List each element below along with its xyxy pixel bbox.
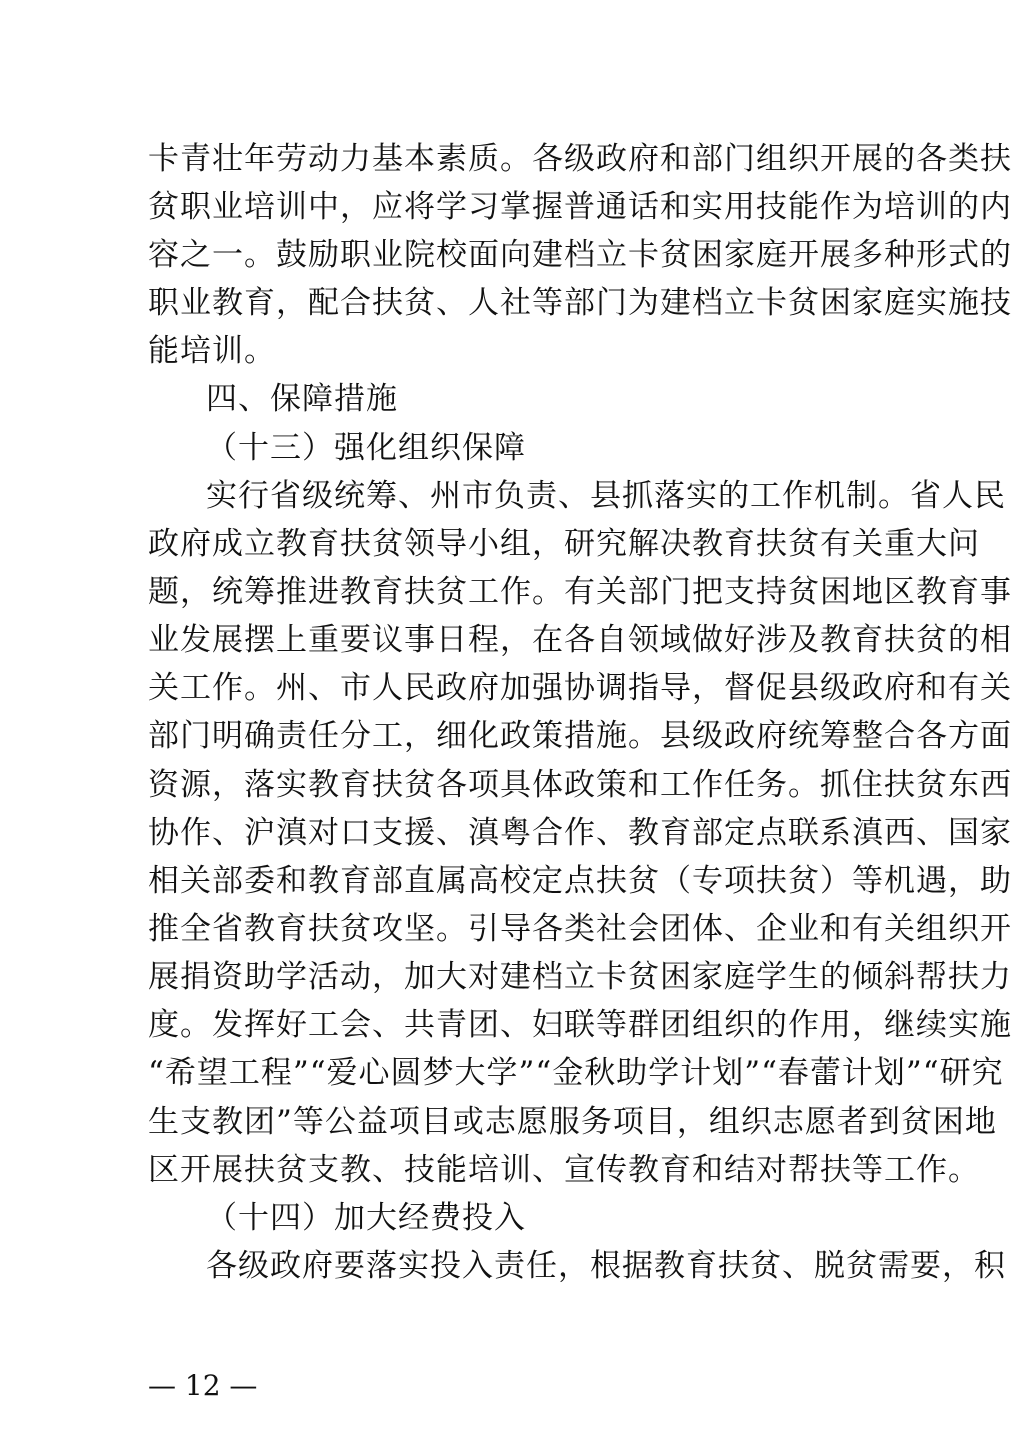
text-line: 区开展扶贫支教、技能培训、宣传教育和结对帮扶等工作。: [148, 1152, 980, 1188]
text-line: 部门明确责任分工，细化政策措施。县级政府统筹整合各方面: [148, 718, 1012, 754]
text-line: 度。发挥好工会、共青团、妇联等群团组织的作用，继续实施: [148, 1007, 1012, 1043]
text-line: 展捐资助学活动，加大对建档立卡贫困家庭学生的倾斜帮扶力: [148, 959, 1012, 995]
text-line: （十四）加大经费投入: [206, 1200, 526, 1236]
text-line: 相关部委和教育部直属高校定点扶贫（专项扶贫）等机遇，助: [148, 863, 1012, 899]
text-line: 关工作。州、市人民政府加强协调指导，督促县级政府和有关: [148, 670, 1012, 706]
text-line: 各级政府要落实投入责任，根据教育扶贫、脱贫需要，积: [206, 1248, 1006, 1284]
text-line: 协作、沪滇对口支援、滇粤合作、教育部定点联系滇西、国家: [148, 815, 1012, 851]
text-line: 推全省教育扶贫攻坚。引导各类社会团体、企业和有关组织开: [148, 911, 1012, 947]
text-line: 资源，落实教育扶贫各项具体政策和工作任务。抓住扶贫东西: [148, 767, 1012, 803]
page-number: — 12 —: [148, 1369, 258, 1402]
text-line: 业发展摆上重要议事日程，在各自领域做好涉及教育扶贫的相: [148, 622, 1012, 658]
text-line: 四、保障措施: [206, 381, 398, 417]
text-line: “希望工程”“爱心圆梦大学”“金秋助学计划”“春蕾计划”“研究: [148, 1055, 1004, 1091]
text-line: 能培训。: [148, 333, 276, 369]
text-line: 实行省级统筹、州市负责、县抓落实的工作机制。省人民: [206, 478, 1006, 514]
text-line: 政府成立教育扶贫领导小组，研究解决教育扶贫有关重大问: [148, 526, 980, 562]
text-line: 生支教团”等公益项目或志愿服务项目，组织志愿者到贫困地: [148, 1104, 997, 1140]
text-line: 题，统筹推进教育扶贫工作。有关部门把支持贫困地区教育事: [148, 574, 1012, 610]
text-line: 卡青壮年劳动力基本素质。各级政府和部门组织开展的各类扶: [148, 141, 1012, 177]
text-line: 贫职业培训中，应将学习掌握普通话和实用技能作为培训的内: [148, 189, 1012, 225]
text-line: 职业教育，配合扶贫、人社等部门为建档立卡贫困家庭实施技: [148, 285, 1012, 321]
text-line: 容之一。鼓励职业院校面向建档立卡贫困家庭开展多种形式的: [148, 237, 1012, 273]
text-line: （十三）强化组织保障: [206, 430, 526, 466]
